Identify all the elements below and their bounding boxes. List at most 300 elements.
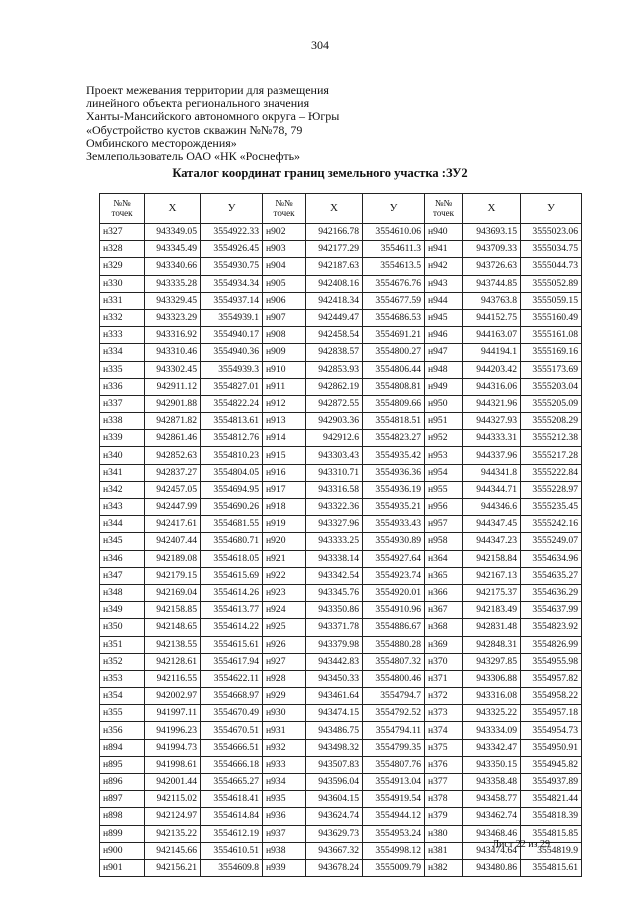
y-coord-cell: 3554919.54 (363, 791, 425, 808)
table-row (100, 756, 582, 773)
x-coord-cell: 942189.08 (145, 550, 201, 567)
x-coord-cell: 943310.46 (145, 344, 201, 361)
x-coord-cell: 942407.44 (145, 533, 201, 550)
y-coord-cell: 3554680.71 (201, 533, 263, 550)
x-coord-cell: 943350.15 (463, 756, 521, 773)
point-id-cell: н922 (263, 567, 306, 584)
table-row (100, 567, 582, 584)
point-id-cell: н340 (100, 447, 145, 464)
table-row (100, 327, 582, 344)
point-id-cell: н896 (100, 774, 145, 791)
y-coord-cell: 3554676.76 (363, 275, 425, 292)
y-coord-cell: 3554799.35 (363, 739, 425, 756)
point-id-cell: н930 (263, 705, 306, 722)
point-id-cell: н368 (425, 619, 463, 636)
point-id-cell: н920 (263, 533, 306, 550)
x-coord-cell: 942911.12 (145, 378, 201, 395)
point-id-cell: н355 (100, 705, 145, 722)
point-id-cell: н923 (263, 584, 306, 601)
x-coord-cell: 943498.32 (306, 739, 363, 756)
y-coord-cell: 3554958.22 (521, 688, 582, 705)
y-coord-cell: 3554618.05 (201, 550, 263, 567)
y-coord-cell: 3555009.79 (363, 859, 425, 876)
point-id-cell: н899 (100, 825, 145, 842)
point-id-cell: н332 (100, 309, 145, 326)
y-coord-cell: 3554939.1 (201, 309, 263, 326)
table-row (100, 224, 582, 241)
y-coord-cell: 3554622.11 (201, 670, 263, 687)
y-coord-cell: 3554809.66 (363, 395, 425, 412)
y-coord-cell: 3554810.23 (201, 447, 263, 464)
point-id-cell: н373 (425, 705, 463, 722)
point-id-cell: н331 (100, 292, 145, 309)
table-row (100, 499, 582, 516)
point-id-cell: н932 (263, 739, 306, 756)
x-coord-cell: 943334.09 (463, 722, 521, 739)
point-id-cell: н901 (100, 859, 145, 876)
point-id-cell: н944 (425, 292, 463, 309)
y-coord-cell: 3555160.49 (521, 309, 582, 326)
point-id-cell: н351 (100, 636, 145, 653)
table-row (100, 258, 582, 275)
point-id-cell: н926 (263, 636, 306, 653)
x-coord-cell: 942001.44 (145, 774, 201, 791)
table-row (100, 481, 582, 498)
point-id-cell: н910 (263, 361, 306, 378)
x-coord-cell: 943333.25 (306, 533, 363, 550)
y-coord-cell: 3554937.89 (521, 774, 582, 791)
table-header-row (100, 194, 582, 224)
x-coord-cell: 943350.86 (306, 602, 363, 619)
x-coord-cell: 941994.73 (145, 739, 201, 756)
y-coord-cell: 3554614.22 (201, 619, 263, 636)
point-id-cell: н952 (425, 430, 463, 447)
y-coord-cell: 3554940.36 (201, 344, 263, 361)
x-coord-cell: 942115.02 (145, 791, 201, 808)
y-coord-cell: 3554666.51 (201, 739, 263, 756)
x-coord-cell: 942179.15 (145, 567, 201, 584)
y-coord-cell: 3554636.29 (521, 584, 582, 601)
x-coord-cell: 942912.6 (306, 430, 363, 447)
table-row (100, 705, 582, 722)
y-coord-cell: 3555034.75 (521, 241, 582, 258)
coordinates-table (99, 193, 582, 877)
x-coord-cell: 942903.36 (306, 413, 363, 430)
x-coord-cell: 943763.8 (463, 292, 521, 309)
point-id-cell: н958 (425, 533, 463, 550)
x-coord-cell: 943371.78 (306, 619, 363, 636)
table-row (100, 447, 582, 464)
page-number: 304 (311, 38, 329, 52)
x-coord-cell: 942158.84 (463, 550, 521, 567)
y-coord-cell: 3554694.95 (201, 481, 263, 498)
x-coord-cell: 942128.61 (145, 653, 201, 670)
y-coord-cell: 3554617.94 (201, 653, 263, 670)
y-coord-cell: 3554955.98 (521, 653, 582, 670)
y-coord-cell: 3554668.97 (201, 688, 263, 705)
x-coord-cell: 944333.31 (463, 430, 521, 447)
table-row (100, 859, 582, 876)
x-coord-cell: 943709.33 (463, 241, 521, 258)
point-id-cell: н918 (263, 499, 306, 516)
point-id-cell: н328 (100, 241, 145, 258)
y-coord-cell: 3554614.26 (201, 584, 263, 601)
x-coord-cell: 943303.43 (306, 447, 363, 464)
x-coord-cell: 944152.75 (463, 309, 521, 326)
x-coord-cell: 942167.13 (463, 567, 521, 584)
y-coord-cell: 3554635.27 (521, 567, 582, 584)
y-coord-cell: 3554686.53 (363, 309, 425, 326)
y-coord-cell: 3554923.74 (363, 567, 425, 584)
x-coord-cell: 944321.96 (463, 395, 521, 412)
header-x: X (145, 194, 201, 224)
table-row (100, 344, 582, 361)
x-coord-cell: 944344.71 (463, 481, 521, 498)
y-coord-cell: 3554930.75 (201, 258, 263, 275)
table-row (100, 653, 582, 670)
point-id-cell: н908 (263, 327, 306, 344)
x-coord-cell: 942848.31 (463, 636, 521, 653)
y-coord-cell: 3554792.52 (363, 705, 425, 722)
point-id-cell: н327 (100, 224, 145, 241)
point-id-cell: н354 (100, 688, 145, 705)
x-coord-cell: 942457.05 (145, 481, 201, 498)
x-coord-cell: 942417.61 (145, 516, 201, 533)
x-coord-cell: 943726.63 (463, 258, 521, 275)
x-coord-cell: 942175.37 (463, 584, 521, 601)
point-id-cell: н953 (425, 447, 463, 464)
point-id-cell: н380 (425, 825, 463, 842)
point-id-cell: н371 (425, 670, 463, 687)
x-coord-cell: 944163.07 (463, 327, 521, 344)
table-row (100, 378, 582, 395)
point-id-cell: н377 (425, 774, 463, 791)
x-coord-cell: 943462.74 (463, 808, 521, 825)
x-coord-cell: 944346.6 (463, 499, 521, 516)
y-coord-cell: 3555044.73 (521, 258, 582, 275)
y-coord-cell: 3554804.05 (201, 464, 263, 481)
y-coord-cell: 3554677.59 (363, 292, 425, 309)
y-coord-cell: 3554818.39 (521, 808, 582, 825)
x-coord-cell: 942852.63 (145, 447, 201, 464)
point-id-cell: н345 (100, 533, 145, 550)
point-id-cell: н902 (263, 224, 306, 241)
x-coord-cell: 943302.45 (145, 361, 201, 378)
table-row (100, 619, 582, 636)
x-coord-cell: 943596.04 (306, 774, 363, 791)
x-coord-cell: 943329.45 (145, 292, 201, 309)
point-id-cell: н894 (100, 739, 145, 756)
y-coord-cell: 3554945.82 (521, 756, 582, 773)
x-coord-cell: 942145.66 (145, 842, 201, 859)
x-coord-cell: 942138.55 (145, 636, 201, 653)
x-coord-cell: 943358.48 (463, 774, 521, 791)
x-coord-cell: 942177.29 (306, 241, 363, 258)
point-id-cell: н937 (263, 825, 306, 842)
point-id-cell: н906 (263, 292, 306, 309)
point-id-cell: н927 (263, 653, 306, 670)
point-id-cell: н897 (100, 791, 145, 808)
x-coord-cell: 942871.82 (145, 413, 201, 430)
y-coord-cell: 3554610.51 (201, 842, 263, 859)
point-id-cell: н339 (100, 430, 145, 447)
y-coord-cell: 3555249.07 (521, 533, 582, 550)
point-id-cell: н943 (425, 275, 463, 292)
x-coord-cell: 944347.45 (463, 516, 521, 533)
x-coord-cell: 944327.93 (463, 413, 521, 430)
project-header (86, 84, 566, 163)
x-coord-cell: 943342.54 (306, 567, 363, 584)
y-coord-cell: 3555228.97 (521, 481, 582, 498)
header-line: Омбинского месторождения» (86, 135, 237, 150)
point-id-cell: н350 (100, 619, 145, 636)
point-id-cell: н907 (263, 309, 306, 326)
y-coord-cell: 3555208.29 (521, 413, 582, 430)
catalog-title: Каталог координат границ земельного участка :ЗУ2 (172, 166, 468, 180)
x-coord-cell: 943667.32 (306, 842, 363, 859)
point-id-cell: н336 (100, 378, 145, 395)
x-coord-cell: 942166.78 (306, 224, 363, 241)
point-id-cell: н945 (425, 309, 463, 326)
x-coord-cell: 943322.36 (306, 499, 363, 516)
y-coord-cell: 3554826.99 (521, 636, 582, 653)
x-coord-cell: 943335.28 (145, 275, 201, 292)
y-coord-cell: 3554954.73 (521, 722, 582, 739)
y-coord-cell: 3554813.61 (201, 413, 263, 430)
x-coord-cell: 943486.75 (306, 722, 363, 739)
point-id-cell: н913 (263, 413, 306, 430)
point-id-cell: н375 (425, 739, 463, 756)
point-id-cell: н337 (100, 395, 145, 412)
point-id-cell: н365 (425, 567, 463, 584)
y-coord-cell: 3555242.16 (521, 516, 582, 533)
x-coord-cell: 943480.86 (463, 859, 521, 876)
x-coord-cell: 942831.48 (463, 619, 521, 636)
y-coord-cell: 3554615.61 (201, 636, 263, 653)
point-id-cell: н898 (100, 808, 145, 825)
y-coord-cell: 3554800.46 (363, 670, 425, 687)
point-id-cell: н912 (263, 395, 306, 412)
x-coord-cell: 944316.06 (463, 378, 521, 395)
table-row (100, 292, 582, 309)
x-coord-cell: 943458.77 (463, 791, 521, 808)
point-id-cell: н334 (100, 344, 145, 361)
point-id-cell: н938 (263, 842, 306, 859)
y-coord-cell: 3554936.19 (363, 481, 425, 498)
point-id-cell: н951 (425, 413, 463, 430)
x-coord-cell: 943604.15 (306, 791, 363, 808)
point-id-cell: н941 (425, 241, 463, 258)
point-id-cell: н939 (263, 859, 306, 876)
y-coord-cell: 3555203.04 (521, 378, 582, 395)
y-coord-cell: 3554610.06 (363, 224, 425, 241)
x-coord-cell: 943693.15 (463, 224, 521, 241)
table-row (100, 241, 582, 258)
point-id-cell: н347 (100, 567, 145, 584)
y-coord-cell: 3554913.04 (363, 774, 425, 791)
x-coord-cell: 942124.97 (145, 808, 201, 825)
point-id-cell: н341 (100, 464, 145, 481)
y-coord-cell: 3554886.67 (363, 619, 425, 636)
y-coord-cell: 3554957.82 (521, 670, 582, 687)
y-coord-cell: 3554609.8 (201, 859, 263, 876)
x-coord-cell: 942169.04 (145, 584, 201, 601)
table-row (100, 550, 582, 567)
y-coord-cell: 3554807.76 (363, 756, 425, 773)
point-id-cell: н946 (425, 327, 463, 344)
y-coord-cell: 3555222.84 (521, 464, 582, 481)
point-id-cell: н338 (100, 413, 145, 430)
table-row (100, 395, 582, 412)
table-row (100, 670, 582, 687)
y-coord-cell: 3554807.32 (363, 653, 425, 670)
x-coord-cell: 943624.74 (306, 808, 363, 825)
y-coord-cell: 3554615.69 (201, 567, 263, 584)
y-coord-cell: 3554957.18 (521, 705, 582, 722)
y-coord-cell: 3554940.17 (201, 327, 263, 344)
x-coord-cell: 943342.47 (463, 739, 521, 756)
y-coord-cell: 3554670.51 (201, 722, 263, 739)
point-id-cell: н366 (425, 584, 463, 601)
x-coord-cell: 943338.14 (306, 550, 363, 567)
y-coord-cell: 3554823.27 (363, 430, 425, 447)
y-coord-cell: 3554953.24 (363, 825, 425, 842)
point-id-cell: н940 (425, 224, 463, 241)
point-id-cell: н949 (425, 378, 463, 395)
table-row (100, 413, 582, 430)
y-coord-cell: 3554681.55 (201, 516, 263, 533)
table-row (100, 464, 582, 481)
x-coord-cell: 942156.21 (145, 859, 201, 876)
table-body (100, 224, 582, 877)
point-id-cell: н900 (100, 842, 145, 859)
y-coord-cell: 3554815.61 (521, 859, 582, 876)
table-row (100, 584, 582, 601)
point-id-cell: н925 (263, 619, 306, 636)
point-id-cell: н955 (425, 481, 463, 498)
point-id-cell: н335 (100, 361, 145, 378)
x-coord-cell: 943323.29 (145, 309, 201, 326)
y-coord-cell: 3554933.43 (363, 516, 425, 533)
x-coord-cell: 943306.88 (463, 670, 521, 687)
y-coord-cell: 3554690.26 (201, 499, 263, 516)
x-coord-cell: 942116.55 (145, 670, 201, 687)
y-coord-cell: 3554937.14 (201, 292, 263, 309)
point-id-cell: н931 (263, 722, 306, 739)
x-coord-cell: 943325.22 (463, 705, 521, 722)
point-id-cell: н933 (263, 756, 306, 773)
point-id-cell: н353 (100, 670, 145, 687)
y-coord-cell: 3554827.01 (201, 378, 263, 395)
point-id-cell: н911 (263, 378, 306, 395)
x-coord-cell: 942861.46 (145, 430, 201, 447)
x-coord-cell: 943310.71 (306, 464, 363, 481)
point-id-cell: н956 (425, 499, 463, 516)
point-id-cell: н928 (263, 670, 306, 687)
x-coord-cell: 944203.42 (463, 361, 521, 378)
y-coord-cell: 3555023.06 (521, 224, 582, 241)
x-coord-cell: 943316.92 (145, 327, 201, 344)
y-coord-cell: 3554800.27 (363, 344, 425, 361)
y-coord-cell: 3554794.7 (363, 688, 425, 705)
x-coord-cell: 944341.8 (463, 464, 521, 481)
table-row (100, 533, 582, 550)
point-id-cell: н379 (425, 808, 463, 825)
point-id-cell: н929 (263, 688, 306, 705)
x-coord-cell: 943474.15 (306, 705, 363, 722)
header-x: X (463, 194, 521, 224)
point-id-cell: н381 (425, 842, 463, 859)
point-id-cell: н344 (100, 516, 145, 533)
x-coord-cell: 943450.33 (306, 670, 363, 687)
y-coord-cell: 3554611.3 (363, 241, 425, 258)
point-id-cell: н372 (425, 688, 463, 705)
y-coord-cell: 3554618.41 (201, 791, 263, 808)
x-coord-cell: 941996.23 (145, 722, 201, 739)
point-id-cell: н382 (425, 859, 463, 876)
header-y: У (201, 194, 263, 224)
x-coord-cell: 942447.99 (145, 499, 201, 516)
table-row (100, 774, 582, 791)
y-coord-cell: 3555161.08 (521, 327, 582, 344)
x-coord-cell: 943297.85 (463, 653, 521, 670)
x-coord-cell: 943468.46 (463, 825, 521, 842)
header-line: «Обустройство кустов скважин №№78, 79 (86, 122, 303, 137)
x-coord-cell: 942135.22 (145, 825, 201, 842)
x-coord-cell: 943461.64 (306, 688, 363, 705)
y-coord-cell: 3554614.84 (201, 808, 263, 825)
point-id-cell: н378 (425, 791, 463, 808)
y-coord-cell: 3554934.34 (201, 275, 263, 292)
point-id-cell: н367 (425, 602, 463, 619)
header-line: линейного объекта регионального значения (86, 96, 310, 111)
y-coord-cell: 3555217.28 (521, 447, 582, 464)
y-coord-cell: 3554935.42 (363, 447, 425, 464)
header-point-id: №№ точек (263, 194, 306, 224)
header-line: Ханты-Мансийского автономного округа – Югры (86, 109, 340, 124)
table-row (100, 275, 582, 292)
point-id-cell: н343 (100, 499, 145, 516)
point-id-cell: н934 (263, 774, 306, 791)
y-coord-cell: 3554922.33 (201, 224, 263, 241)
point-id-cell: н914 (263, 430, 306, 447)
point-id-cell: н374 (425, 722, 463, 739)
point-id-cell: н370 (425, 653, 463, 670)
x-coord-cell: 943629.73 (306, 825, 363, 842)
y-coord-cell: 3554950.91 (521, 739, 582, 756)
x-coord-cell: 944337.96 (463, 447, 521, 464)
y-coord-cell: 3554691.21 (363, 327, 425, 344)
point-id-cell: н333 (100, 327, 145, 344)
point-id-cell: н936 (263, 808, 306, 825)
point-id-cell: н947 (425, 344, 463, 361)
y-coord-cell: 3554670.49 (201, 705, 263, 722)
table-row (100, 688, 582, 705)
point-id-cell: н942 (425, 258, 463, 275)
y-coord-cell: 3554822.24 (201, 395, 263, 412)
header-point-id: №№ точек (425, 194, 463, 224)
y-coord-cell: 3554815.85 (521, 825, 582, 842)
y-coord-cell: 3554819.9 (521, 842, 582, 859)
x-coord-cell: 943379.98 (306, 636, 363, 653)
table-row (100, 309, 582, 326)
table-row (100, 430, 582, 447)
y-coord-cell: 3555059.15 (521, 292, 582, 309)
y-coord-cell: 3554794.11 (363, 722, 425, 739)
y-coord-cell: 3554821.44 (521, 791, 582, 808)
x-coord-cell: 942837.27 (145, 464, 201, 481)
point-id-cell: н904 (263, 258, 306, 275)
